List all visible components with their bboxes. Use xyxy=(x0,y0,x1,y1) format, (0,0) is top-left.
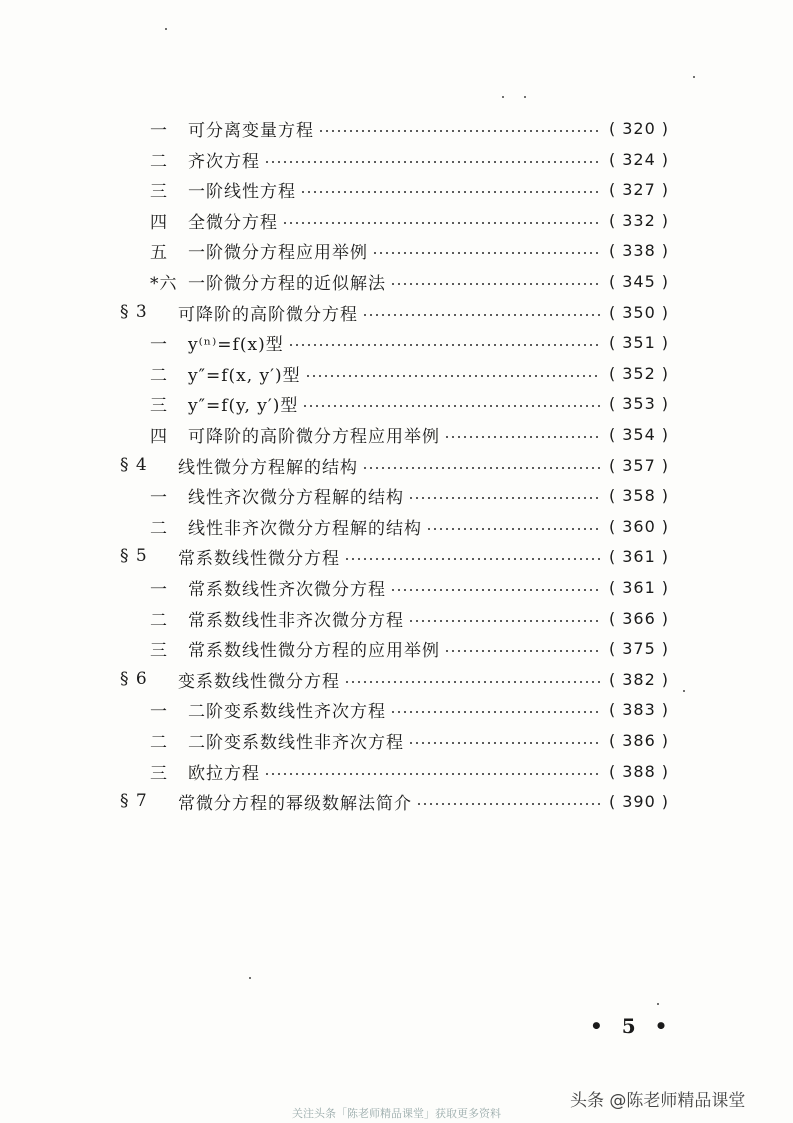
toc-entry-number: 二 xyxy=(150,518,168,539)
page-number: • 5 • xyxy=(590,1014,674,1038)
toc-entry-number: 二 xyxy=(150,365,168,386)
dot-leader xyxy=(444,650,600,652)
toc-entry-page: ( 361 ) xyxy=(606,547,672,566)
toc-subsection-entry[interactable] xyxy=(150,513,672,539)
dot-leader xyxy=(408,742,600,744)
toc-section-entry[interactable] xyxy=(120,666,672,692)
toc-entry-page: ( 360 ) xyxy=(606,517,672,536)
toc-entry-title: 线性非齐次微分方程解的结构 xyxy=(188,518,422,539)
toc-entry-title: 常微分方程的幂级数解法简介 xyxy=(178,793,412,814)
toc-entry-number: 四 xyxy=(150,212,168,233)
dot-leader xyxy=(426,528,600,530)
dot-leader xyxy=(302,405,600,407)
toc-entry-page: ( 352 ) xyxy=(606,364,672,383)
toc-entry-title: 欧拉方程 xyxy=(188,763,260,784)
toc-entry-title: 二阶变系数线性非齐次方程 xyxy=(188,732,404,753)
scan-speck xyxy=(693,76,695,78)
toc-section-entry[interactable] xyxy=(120,788,672,814)
toc-entry-number: 三 xyxy=(150,763,168,784)
toc-subsection-entry[interactable] xyxy=(150,727,672,753)
toc-subsection-entry[interactable] xyxy=(150,268,672,294)
toc-entry-title: y″=f(x, y′)型 xyxy=(188,365,301,386)
dot-leader xyxy=(390,589,600,591)
toc-entry-page: ( 386 ) xyxy=(606,731,672,750)
toc-entry-number: § 6 xyxy=(120,669,148,689)
toc-section-entry[interactable] xyxy=(120,299,672,325)
toc-entry-page: ( 353 ) xyxy=(606,394,672,413)
toc-entry-title: 二阶变系数线性齐次方程 xyxy=(188,701,386,722)
dot-leader xyxy=(362,314,600,316)
toc-subsection-entry[interactable] xyxy=(150,115,672,141)
toc-entry-title: y″=f(y, y′)型 xyxy=(188,395,299,416)
toc-entry-page: ( 358 ) xyxy=(606,486,672,505)
toc-entry-number: 一 xyxy=(150,334,168,355)
toc-entry-page: ( 375 ) xyxy=(606,639,672,658)
toc-entry-title: 常系数线性微分方程 xyxy=(178,548,340,569)
toc-subsection-entry[interactable] xyxy=(150,360,672,386)
toc-entry-number: § 3 xyxy=(120,302,148,322)
toc-entry-number: 一 xyxy=(150,579,168,600)
toc-section-entry[interactable] xyxy=(120,452,672,478)
toc-entry-number: 一 xyxy=(150,701,168,722)
toc-entry-page: ( 354 ) xyxy=(606,425,672,444)
toc-entry-page: ( 390 ) xyxy=(606,792,672,811)
scan-speck xyxy=(683,690,685,692)
toc-entry-title: 常系数线性非齐次微分方程 xyxy=(188,610,404,631)
toc-entry-title: 线性齐次微分方程解的结构 xyxy=(188,487,404,508)
toc-entry-number: § 5 xyxy=(120,546,148,566)
toc-entry-title: y⁽ⁿ⁾=f(x)型 xyxy=(188,334,284,355)
toc-entry-number: 一 xyxy=(150,120,168,141)
toc-section-entry[interactable] xyxy=(120,543,672,569)
toc-entry-title: 一阶微分方程应用举例 xyxy=(188,242,368,263)
toc-entry-title: 可分离变量方程 xyxy=(188,120,314,141)
toc-entry-title: 齐次方程 xyxy=(188,151,260,172)
toc-entry-number: 二 xyxy=(150,610,168,631)
dot-leader xyxy=(282,222,600,224)
toc-entry-number: 三 xyxy=(150,640,168,661)
toc-entry-page: ( 332 ) xyxy=(606,211,672,230)
toc-entry-page: ( 361 ) xyxy=(606,578,672,597)
toc-entry-page: ( 345 ) xyxy=(606,272,672,291)
toc-entry-page: ( 382 ) xyxy=(606,670,672,689)
scan-speck xyxy=(657,1003,659,1005)
toc-entry-title: 一阶微分方程的近似解法 xyxy=(188,273,386,294)
toc-subsection-entry[interactable] xyxy=(150,237,672,263)
toc-subsection-entry[interactable] xyxy=(150,421,672,447)
scan-speck xyxy=(524,96,526,98)
toc-entry-title: 线性微分方程解的结构 xyxy=(178,457,358,478)
dot-leader xyxy=(390,711,600,713)
toc-entry-page: ( 388 ) xyxy=(606,762,672,781)
toc-subsection-entry[interactable] xyxy=(150,635,672,661)
toc-subsection-entry[interactable] xyxy=(150,390,672,416)
dot-leader xyxy=(318,130,600,132)
toc-entry-page: ( 320 ) xyxy=(606,119,672,138)
toc-entry-number: 四 xyxy=(150,426,168,447)
toc-entry-page: ( 338 ) xyxy=(606,241,672,260)
dot-leader xyxy=(344,558,600,560)
toc-entry-title: 常系数线性齐次微分方程 xyxy=(188,579,386,600)
dot-leader xyxy=(390,283,600,285)
toc-entry-number: 三 xyxy=(150,395,168,416)
toc-subsection-entry[interactable] xyxy=(150,146,672,172)
toc-entry-number: § 4 xyxy=(120,455,148,475)
dot-leader xyxy=(344,681,600,683)
toc-entry-title: 一阶线性方程 xyxy=(188,181,296,202)
toc-entry-page: ( 327 ) xyxy=(606,180,672,199)
toc-entry-number: *六 xyxy=(150,273,178,294)
toc-subsection-entry[interactable] xyxy=(150,176,672,202)
toc-entry-number: 五 xyxy=(150,242,168,263)
dot-leader xyxy=(264,773,600,775)
dot-leader xyxy=(264,161,600,163)
dot-leader xyxy=(305,375,600,377)
toc-entry-number: 二 xyxy=(150,732,168,753)
dot-leader xyxy=(416,803,600,805)
toc-entry-page: ( 324 ) xyxy=(606,150,672,169)
scan-speck xyxy=(249,977,251,979)
toc-subsection-entry[interactable] xyxy=(150,605,672,631)
dot-leader xyxy=(408,497,600,499)
toc-entry-number: 二 xyxy=(150,151,168,172)
toc-subsection-entry[interactable] xyxy=(150,482,672,508)
dot-leader xyxy=(372,252,600,254)
toc-entry-title: 可降阶的高阶微分方程 xyxy=(178,304,358,325)
dot-leader xyxy=(444,436,600,438)
toc-subsection-entry[interactable] xyxy=(150,329,672,355)
toc-subsection-entry[interactable] xyxy=(150,207,672,233)
toc-entry-number: 三 xyxy=(150,181,168,202)
toc-subsection-entry[interactable] xyxy=(150,696,672,722)
toc-entry-number: 一 xyxy=(150,487,168,508)
scan-speck xyxy=(165,28,167,30)
toc-subsection-entry[interactable] xyxy=(150,574,672,600)
dot-leader xyxy=(288,344,600,346)
toc-entry-page: ( 383 ) xyxy=(606,700,672,719)
dot-leader xyxy=(300,191,600,193)
toc-entry-page: ( 350 ) xyxy=(606,303,672,322)
toc-entry-title: 变系数线性微分方程 xyxy=(178,671,340,692)
toc-entry-title: 可降阶的高阶微分方程应用举例 xyxy=(188,426,440,447)
toc-entry-page: ( 351 ) xyxy=(606,333,672,352)
toc-entry-page: ( 357 ) xyxy=(606,456,672,475)
dot-leader xyxy=(408,620,600,622)
footer-note: 关注头条「陈老师精品课堂」获取更多资料 xyxy=(292,1107,501,1120)
toc-entry-number: § 7 xyxy=(120,791,148,811)
watermark: 头条 @陈老师精品课堂 xyxy=(570,1091,746,1111)
scan-speck xyxy=(502,96,504,98)
toc-subsection-entry[interactable] xyxy=(150,758,672,784)
toc-entry-page: ( 366 ) xyxy=(606,609,672,628)
toc-entry-title: 全微分方程 xyxy=(188,212,278,233)
dot-leader xyxy=(362,467,600,469)
toc-entry-title: 常系数线性微分方程的应用举例 xyxy=(188,640,440,661)
